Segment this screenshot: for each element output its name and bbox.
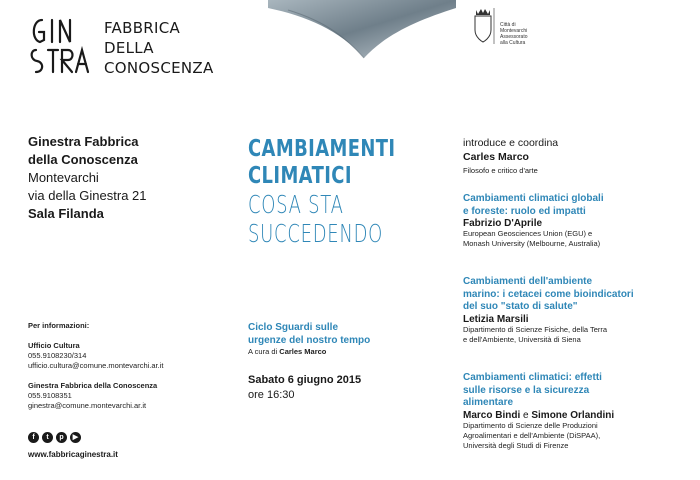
talk-1-affil-line-1: European Geosciences Union (EGU) e xyxy=(463,229,593,238)
talk-1-title-line-1: Cambiamenti climatici globali xyxy=(463,193,604,204)
venue-phone: 055.9108351 xyxy=(28,391,72,400)
talk-2-title xyxy=(463,276,695,314)
pinterest-icon[interactable]: p xyxy=(56,432,67,443)
talk-1-affil-line-2: Monash University (Melbourne, Australia) xyxy=(463,239,601,248)
office-phone: 055.9108230/314 xyxy=(28,351,87,360)
talk-3-affil-line-2: Agroalimentari e dell'Ambiente (DiSPAA), xyxy=(463,430,601,440)
talk-3-title-line-3: alimentare xyxy=(463,397,514,408)
event-cycle xyxy=(248,321,370,347)
social-links xyxy=(28,432,81,443)
talk-2-title-line-1: Cambiamenti dell'ambiente xyxy=(463,276,593,287)
office-email[interactable]: ufficio.cultura@comune.montevarchi.ar.it xyxy=(28,361,164,370)
talk-3-speakers xyxy=(463,410,695,421)
crest-line-1: Città di xyxy=(500,22,516,28)
talk-2-title-line-3: del suo "stato di salute" xyxy=(463,301,578,312)
talk-2-affil-line-1: Dipartimento di Scienze Fisiche, della Terra xyxy=(463,324,608,334)
logo-wordmark xyxy=(104,18,214,78)
talk-2 xyxy=(463,276,695,345)
crest-line-3: Assessorato xyxy=(500,34,528,40)
talk-1-speaker: Fabrizio D'Aprile xyxy=(463,218,543,229)
event-datetime xyxy=(248,373,361,403)
intro-role: Filosofo e critico d'arte xyxy=(463,166,538,175)
talk-3-speaker-b: Simone Orlandini xyxy=(531,409,615,421)
talk-3-affil-line-3: Università degli Studi di Firenze xyxy=(463,440,569,450)
talk-3-title-line-1: Cambiamenti climatici: effetti xyxy=(463,372,602,383)
cycle-line-2: urgenze del nostro tempo xyxy=(248,335,371,346)
venue-block xyxy=(28,133,147,223)
facebook-icon[interactable]: f xyxy=(28,432,39,443)
venue-contact-name: Ginestra Fabbrica della Conoscenza xyxy=(28,381,158,390)
event-time: ore 16:30 xyxy=(248,389,295,401)
event-title xyxy=(248,136,395,190)
logo-line-1: FABBRICA xyxy=(104,19,181,37)
website-link[interactable]: www.fabbricaginestra.it xyxy=(28,450,118,459)
city-crest-icon xyxy=(470,6,496,46)
crest-line-2: Montevarchi xyxy=(500,28,528,34)
talk-3-speaker-join: e xyxy=(523,409,529,421)
youtube-icon[interactable]: ▶ xyxy=(70,432,81,443)
talk-3-affil-line-1: Dipartimento di Scienze delle Produzioni xyxy=(463,420,598,430)
hero-image xyxy=(268,0,456,60)
talk-1-affiliation xyxy=(463,229,695,249)
talk-1-title-line-2: e foreste: ruolo ed impatti xyxy=(463,205,586,217)
venue-name-line-1: Ginestra Fabbrica xyxy=(28,134,139,149)
talk-3-title xyxy=(463,372,695,410)
event-title-line-1: CAMBIAMENTI xyxy=(248,136,396,162)
talk-2-affiliation xyxy=(463,325,695,345)
talk-1-title xyxy=(463,193,695,218)
intro-name: Carles Marco xyxy=(463,151,529,163)
office-name: Ufficio Cultura xyxy=(28,341,80,350)
talk-3-affiliation xyxy=(463,421,695,451)
ginestra-logo xyxy=(28,14,90,80)
intro-label: introduce e coordina xyxy=(463,137,559,149)
logo-line-2: DELLA xyxy=(104,39,154,57)
talk-2-title-line-2: marino: i cetacei come bioindicatori xyxy=(463,288,634,300)
event-curator xyxy=(248,347,326,356)
talk-3 xyxy=(463,372,695,451)
logo-line-3: CONOSCENZA xyxy=(104,59,214,77)
talk-2-speaker: Letizia Marsili xyxy=(463,313,529,325)
info-heading: Per informazioni: xyxy=(28,321,90,330)
talk-3-title-line-2: sulle risorse e la sicurezza xyxy=(463,384,590,396)
event-subtitle-line-2: SUCCEDENDO xyxy=(248,219,384,248)
event-subtitle-line-1: COSA STA xyxy=(248,190,344,219)
venue-room: Sala Filanda xyxy=(28,206,104,221)
venue-email[interactable]: ginestra@comune.montevarchi.ar.it xyxy=(28,401,147,410)
info-block xyxy=(28,321,163,411)
talk-2-affil-line-2: e dell'Ambiente, Università di Siena xyxy=(463,334,581,344)
event-subtitle xyxy=(248,190,383,248)
venue-street: via della Ginestra 21 xyxy=(28,188,147,203)
curator-prefix: A cura di xyxy=(248,347,278,356)
talk-1 xyxy=(463,193,695,249)
cycle-line-1: Ciclo Sguardi sulle xyxy=(248,322,339,333)
venue-name-line-2: della Conoscenza xyxy=(28,152,138,167)
crest-line-4: alla Cultura xyxy=(500,40,526,46)
event-title-line-2: CLIMATICI xyxy=(248,163,352,189)
event-date: Sabato 6 giugno 2015 xyxy=(248,374,362,386)
talk-3-speaker-a: Marco Bindi xyxy=(463,409,521,421)
crest-caption xyxy=(500,22,528,46)
twitter-icon[interactable]: t xyxy=(42,432,53,443)
venue-city: Montevarchi xyxy=(28,170,99,185)
curator-name: Carles Marco xyxy=(279,347,327,356)
